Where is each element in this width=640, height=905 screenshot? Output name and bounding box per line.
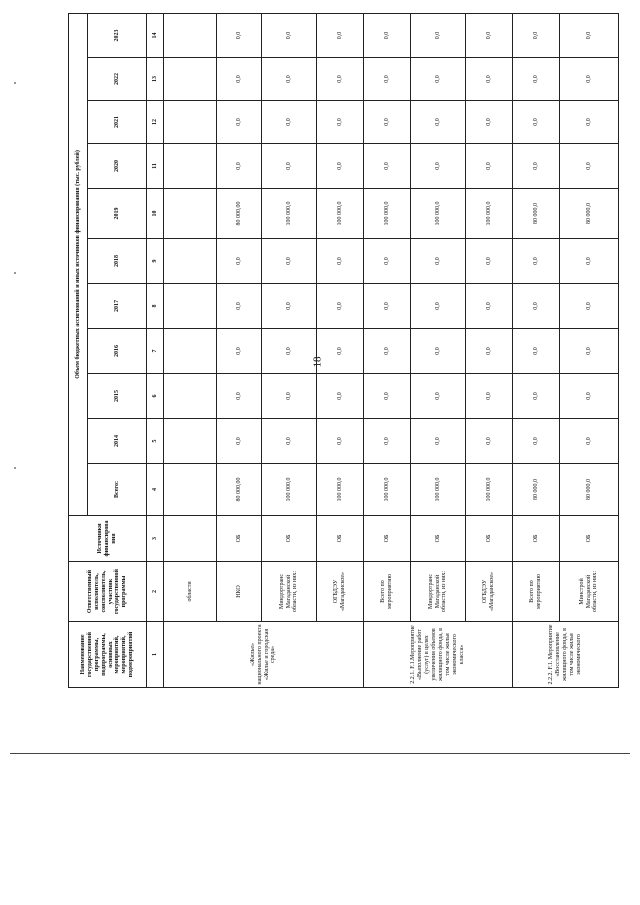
header-source: Источники финансирова ния xyxy=(69,516,147,562)
year-value-cell: 0,0 xyxy=(411,101,466,144)
year-value-cell: 0,0 xyxy=(411,419,466,464)
year-value-cell: 0,0 xyxy=(217,239,262,284)
table-row xyxy=(217,13,262,687)
column-numbers-row xyxy=(147,13,164,687)
total-value-cell: 80 000,00 xyxy=(217,464,262,516)
year-value-cell: 0,0 xyxy=(560,58,619,101)
year-value-cell: 0,0 xyxy=(364,239,411,284)
column-number: 3 xyxy=(147,516,164,562)
header-year: 2018 xyxy=(88,239,147,284)
executor-cell: Миндортранс Магаданской области, из них: xyxy=(262,562,317,622)
year-value-cell: 0,0 xyxy=(262,13,317,57)
total-value-cell: 100 000,0 xyxy=(411,464,466,516)
table-row xyxy=(411,13,466,687)
year-value-cell xyxy=(164,329,217,374)
total-value-cell: 100 000,0 xyxy=(317,464,364,516)
year-value-cell: 0,0 xyxy=(513,144,560,189)
table-row xyxy=(164,13,217,687)
year-value-cell: 100 000,0 xyxy=(364,189,411,239)
source-cell: ОБ xyxy=(411,516,466,562)
source-cell xyxy=(164,516,217,562)
year-value-cell: 80 000,0 xyxy=(513,189,560,239)
year-value-cell: 0,0 xyxy=(317,144,364,189)
year-value-cell: 0,0 xyxy=(317,419,364,464)
year-value-cell: 0,0 xyxy=(513,58,560,101)
year-value-cell: 0,0 xyxy=(217,419,262,464)
year-value-cell: 0,0 xyxy=(411,374,466,419)
header-year: 2017 xyxy=(88,284,147,329)
year-value-cell xyxy=(164,13,217,57)
year-value-cell: 0,0 xyxy=(262,419,317,464)
year-value-cell: 0,0 xyxy=(217,58,262,101)
year-value-cell: 0,0 xyxy=(317,329,364,374)
header-name: Наименование государственной программы, подпрограммы, основных мероприятий, мероприятий, подмероприятий xyxy=(69,622,147,688)
year-value-cell: 0,0 xyxy=(466,13,513,57)
year-value-cell: 0,0 xyxy=(364,374,411,419)
year-value-cell: 0,0 xyxy=(466,144,513,189)
year-value-cell: 100 000,0 xyxy=(466,189,513,239)
year-value-cell: 0,0 xyxy=(411,144,466,189)
page-number: 18 xyxy=(311,356,324,368)
year-value-cell: 0,0 xyxy=(560,101,619,144)
column-number: 5 xyxy=(147,419,164,464)
executor-cell: Всего по мероприятию xyxy=(364,562,411,622)
year-value-cell: 0,0 xyxy=(364,58,411,101)
column-number: 13 xyxy=(147,58,164,101)
year-value-cell: 0,0 xyxy=(411,58,466,101)
header-year: 2023 xyxy=(88,13,147,57)
year-value-cell: 100 000,0 xyxy=(317,189,364,239)
year-value-cell xyxy=(164,239,217,284)
year-value-cell: 0,0 xyxy=(364,13,411,57)
year-value-cell: 0,0 xyxy=(217,144,262,189)
source-cell: ОБ xyxy=(317,516,364,562)
header-year: 2014 xyxy=(88,419,147,464)
header-executor: Ответственный исполнитель, соисполнитель, участник государственной программы xyxy=(69,562,147,622)
year-value-cell xyxy=(164,284,217,329)
total-value-cell: 100 000,0 xyxy=(262,464,317,516)
year-value-cell: 0,0 xyxy=(262,329,317,374)
total-value-cell: 100 000,0 xyxy=(364,464,411,516)
column-number: 14 xyxy=(147,13,164,57)
column-number: 1 xyxy=(147,622,164,688)
source-cell: ОБ xyxy=(466,516,513,562)
table-row xyxy=(513,13,560,687)
executor-cell: области xyxy=(164,562,217,622)
year-value-cell: 0,0 xyxy=(560,374,619,419)
activity-name: 2.2.1. F.1.Мероприятие «Выполнение работ (услуг) в целях увеличения объемов жилищного фонда, в том числе жилья экономического класса» xyxy=(364,622,513,688)
year-value-cell: 0,0 xyxy=(513,239,560,284)
year-value-cell: 0,0 xyxy=(513,13,560,57)
column-number: 8 xyxy=(147,284,164,329)
year-value-cell: 0,0 xyxy=(317,374,364,419)
year-value-cell xyxy=(164,419,217,464)
source-cell: ОБ xyxy=(217,516,262,562)
year-value-cell xyxy=(164,374,217,419)
year-value-cell: 100 000,0 xyxy=(262,189,317,239)
executor-cell: Миндортранс Магаданской области, из них: xyxy=(411,562,466,622)
activity-name: «Жилье» национального проекта «Жилье и городская среда» xyxy=(164,622,364,688)
total-value-cell: 80 000,0 xyxy=(513,464,560,516)
year-value-cell: 0,0 xyxy=(560,239,619,284)
table-row xyxy=(466,13,513,687)
source-cell: ОБ xyxy=(560,516,619,562)
scan-speck xyxy=(14,467,16,469)
financing-table xyxy=(68,13,619,688)
year-value-cell: 0,0 xyxy=(560,144,619,189)
year-value-cell xyxy=(164,101,217,144)
total-value-cell xyxy=(164,464,217,516)
year-value-cell: 0,0 xyxy=(466,329,513,374)
year-value-cell: 0,0 xyxy=(466,374,513,419)
executor-cell: ОГБДЭУ «Магаданское» xyxy=(317,562,364,622)
executor-cell: Всего по мероприятию xyxy=(513,562,560,622)
table-row xyxy=(262,13,317,687)
header-volume: Объем бюджетных ассигнований и иных источников финансирования (тыс. рублей) xyxy=(69,13,88,515)
year-value-cell: 0,0 xyxy=(560,13,619,57)
table-row xyxy=(560,13,619,687)
year-value-cell: 0,0 xyxy=(411,239,466,284)
year-value-cell xyxy=(164,144,217,189)
table-row xyxy=(317,13,364,687)
year-value-cell: 0,0 xyxy=(217,374,262,419)
scan-speck xyxy=(14,272,16,274)
financing-table-frame xyxy=(68,14,599,688)
header-year: 2021 xyxy=(88,101,147,144)
year-value-cell: 0,0 xyxy=(513,101,560,144)
executor-cell: ОГБДЭУ «Магаданское» xyxy=(466,562,513,622)
executor-cell: Минстрой Магаданской области, из них: xyxy=(560,562,619,622)
activity-name: 2.2.2. F.1. Мероприятие «Восстановление жилищного фонда, в том числе жилья экономического xyxy=(513,622,619,688)
total-value-cell: 80 000,0 xyxy=(560,464,619,516)
column-number: 9 xyxy=(147,239,164,284)
year-value-cell: 100 000,0 xyxy=(411,189,466,239)
executor-cell: НКО xyxy=(217,562,262,622)
year-value-cell: 0,0 xyxy=(217,284,262,329)
year-value-cell: 0,0 xyxy=(560,329,619,374)
year-value-cell: 0,0 xyxy=(217,101,262,144)
year-value-cell: 0,0 xyxy=(466,58,513,101)
year-value-cell: 80 000,0 xyxy=(560,189,619,239)
year-value-cell xyxy=(164,189,217,239)
column-number: 4 xyxy=(147,464,164,516)
year-value-cell: 0,0 xyxy=(364,101,411,144)
year-value-cell: 0,0 xyxy=(513,374,560,419)
column-number: 10 xyxy=(147,189,164,239)
year-value-cell: 0,0 xyxy=(364,329,411,374)
year-value-cell: 0,0 xyxy=(364,284,411,329)
year-value-cell: 0,0 xyxy=(411,284,466,329)
year-value-cell: 0,0 xyxy=(364,144,411,189)
year-value-cell: 0,0 xyxy=(513,284,560,329)
year-value-cell: 0,0 xyxy=(262,374,317,419)
header-year: 2015 xyxy=(88,374,147,419)
year-value-cell: 0,0 xyxy=(466,239,513,284)
bottom-rule xyxy=(10,753,630,754)
year-value-cell: 0,0 xyxy=(513,329,560,374)
year-value-cell: 0,0 xyxy=(466,419,513,464)
year-value-cell xyxy=(164,58,217,101)
year-value-cell: 0,0 xyxy=(262,284,317,329)
year-value-cell: 0,0 xyxy=(217,13,262,57)
year-value-cell: 0,0 xyxy=(217,329,262,374)
source-cell: ОБ xyxy=(262,516,317,562)
total-value-cell: 100 000,0 xyxy=(466,464,513,516)
header-year: 2016 xyxy=(88,329,147,374)
year-value-cell: 0,0 xyxy=(262,101,317,144)
header-total: Всего: xyxy=(88,464,147,516)
table-row xyxy=(364,13,411,687)
year-value-cell: 0,0 xyxy=(560,284,619,329)
header-year: 2019 xyxy=(88,189,147,239)
year-value-cell: 0,0 xyxy=(513,419,560,464)
column-number: 7 xyxy=(147,329,164,374)
scan-speck xyxy=(14,82,16,84)
header-year: 2022 xyxy=(88,58,147,101)
year-value-cell: 0,0 xyxy=(317,58,364,101)
year-value-cell: 0,0 xyxy=(317,101,364,144)
year-value-cell: 80 000,00 xyxy=(217,189,262,239)
column-number: 11 xyxy=(147,144,164,189)
header-year: 2020 xyxy=(88,144,147,189)
year-value-cell: 0,0 xyxy=(411,13,466,57)
column-number: 12 xyxy=(147,101,164,144)
year-value-cell: 0,0 xyxy=(411,329,466,374)
year-value-cell: 0,0 xyxy=(466,284,513,329)
year-value-cell: 0,0 xyxy=(262,58,317,101)
year-value-cell: 0,0 xyxy=(262,144,317,189)
year-value-cell: 0,0 xyxy=(466,101,513,144)
column-number: 6 xyxy=(147,374,164,419)
year-value-cell: 0,0 xyxy=(364,419,411,464)
source-cell: ОБ xyxy=(364,516,411,562)
year-value-cell: 0,0 xyxy=(262,239,317,284)
year-value-cell: 0,0 xyxy=(317,239,364,284)
source-cell: ОБ xyxy=(513,516,560,562)
year-value-cell: 0,0 xyxy=(560,419,619,464)
column-number: 2 xyxy=(147,562,164,622)
year-value-cell: 0,0 xyxy=(317,13,364,57)
year-value-cell: 0,0 xyxy=(317,284,364,329)
header-row xyxy=(69,13,88,687)
